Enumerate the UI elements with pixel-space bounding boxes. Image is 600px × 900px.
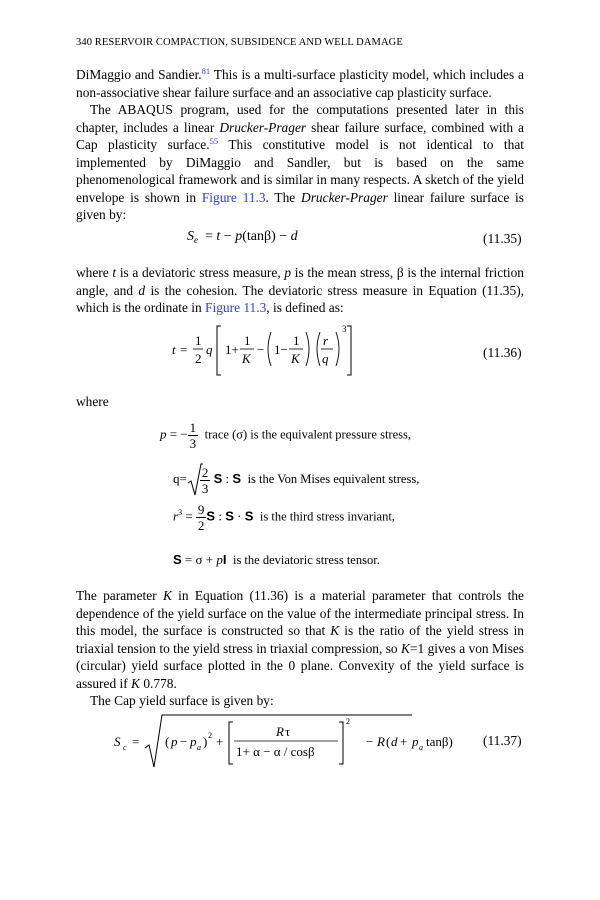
svg-text:(: ( [386,734,391,749]
svg-text:+: + [216,734,224,749]
paragraph-3: where t is a deviatoric stress measure, p is the mean stress, β is the internal friction angle, and d is the cohesion. The deviatoric stress measure in Equation (11.35), which is the ordinate in Figure 11.3, is defined as: [76,265,525,315]
svg-text:−: − [180,734,188,749]
svg-text:): ) [203,734,208,749]
paragraph-1: DiMaggio and Sandier.$^{81}$ This is a multi-surface plasticity model, which includes a non-associative shear failure surface and an associative cap plasticity surface. [76,66,524,100]
running-header: 340 RESERVOIR COMPACTION, SUBSIDENCE AND WELL DAMAGE [76,37,403,48]
definition-s: S = σ + pI is the deviatoric stress tensor. [173,552,380,567]
svg-text:2: 2 [208,731,212,740]
svg-text:2: 2 [195,351,202,366]
equation-11-37 [112,712,472,772]
svg-text:1+: 1+ [225,342,239,357]
svg-text:1: 1 [293,333,300,348]
svg-text:3: 3 [342,324,347,334]
citation-55[interactable]: 55 [209,136,219,146]
svg-text:=: = [132,734,140,749]
svg-text:S: S [114,734,121,749]
svg-text:a: a [419,743,423,752]
svg-text:τ: τ [285,724,291,739]
equation-number-11-36: (11.36) [483,345,522,360]
svg-text:c: c [123,743,127,752]
where-label: where [76,394,109,409]
svg-text:1: 1 [195,333,202,348]
equation-number-11-35: (11.35) [483,231,522,246]
svg-text:R: R [276,724,284,739]
equation-number-11-37: (11.37) [483,733,522,748]
figure-link[interactable]: Figure 11.3 [205,300,267,315]
svg-text:(: ( [165,734,170,749]
svg-text:1: 1 [244,333,251,348]
svg-text:=: = [180,342,188,357]
svg-text:d: d [391,734,398,749]
svg-text:−: − [257,342,265,357]
svg-text:tanβ): tanβ) [426,734,453,749]
svg-text:R: R [377,734,385,749]
equation-11-36 [170,318,470,380]
definition-p: p = − $\frac{1}{3}$ trace (σ) is the equivalent pressure stress, [160,420,411,451]
svg-text:q: q [322,351,329,366]
svg-text:p: p [171,734,178,749]
paragraph-5: The Cap yield surface is given by: [90,693,274,708]
svg-text:p: p [190,734,197,749]
svg-text:−: − [366,734,374,749]
paragraph-4: The parameter K in Equation (11.36) is a material parameter that controls the dependence of the yield surface on the value of the intermediate principal stress. In this model, the surface is constructed so that K is the ratio of the yield stress in triaxial tension to the yield stress in triaxial compression, so K=1 gives a von Mises (circular) yield surface plotted in the 0 plane. Convexity of the yield surface is assured if K 0.778. [76,588,524,691]
svg-text:K: K [242,351,251,366]
svg-text:q: q [206,342,213,357]
definition-r: $r^3$ = $\frac{9}{2}$ S : S · S is the third stress invariant, [173,502,395,533]
svg-text:K: K [291,351,300,366]
paragraph-2: The ABAQUS program, used for the computations presented later in this chapter, includes a linear Drucker-Prager shear failure surface, combined with a Cap plasticity surface.$^{55}$ This constitutive model is not identical to that implemented by DiMaggio and Sandler, but is based on the same phenomenological framework and is similar in many respects. A sketch of the yield envelope is shown in Figure 11.3. The Drucker-Prager linear failure surface is given by: [76,102,525,222]
equation-11-35: $S_e = t - p(\tan\beta) - d$ [187,229,298,245]
svg-text:p: p [412,734,419,749]
definition-q: q= $\frac{2}{3}$ S : S is the Von Mises equivalent stress, [173,464,420,496]
svg-text:1−: 1− [274,342,288,357]
svg-text:a: a [197,743,201,752]
citation-81[interactable]: 81 [201,66,211,76]
svg-text:t: t [172,342,176,357]
svg-text:1+ α − α / cosβ: 1+ α − α / cosβ [236,744,315,759]
figure-link[interactable]: Figure 11.3 [201,189,266,205]
svg-text:+: + [400,734,408,749]
svg-text:r: r [323,333,329,348]
svg-text:2: 2 [346,717,350,726]
